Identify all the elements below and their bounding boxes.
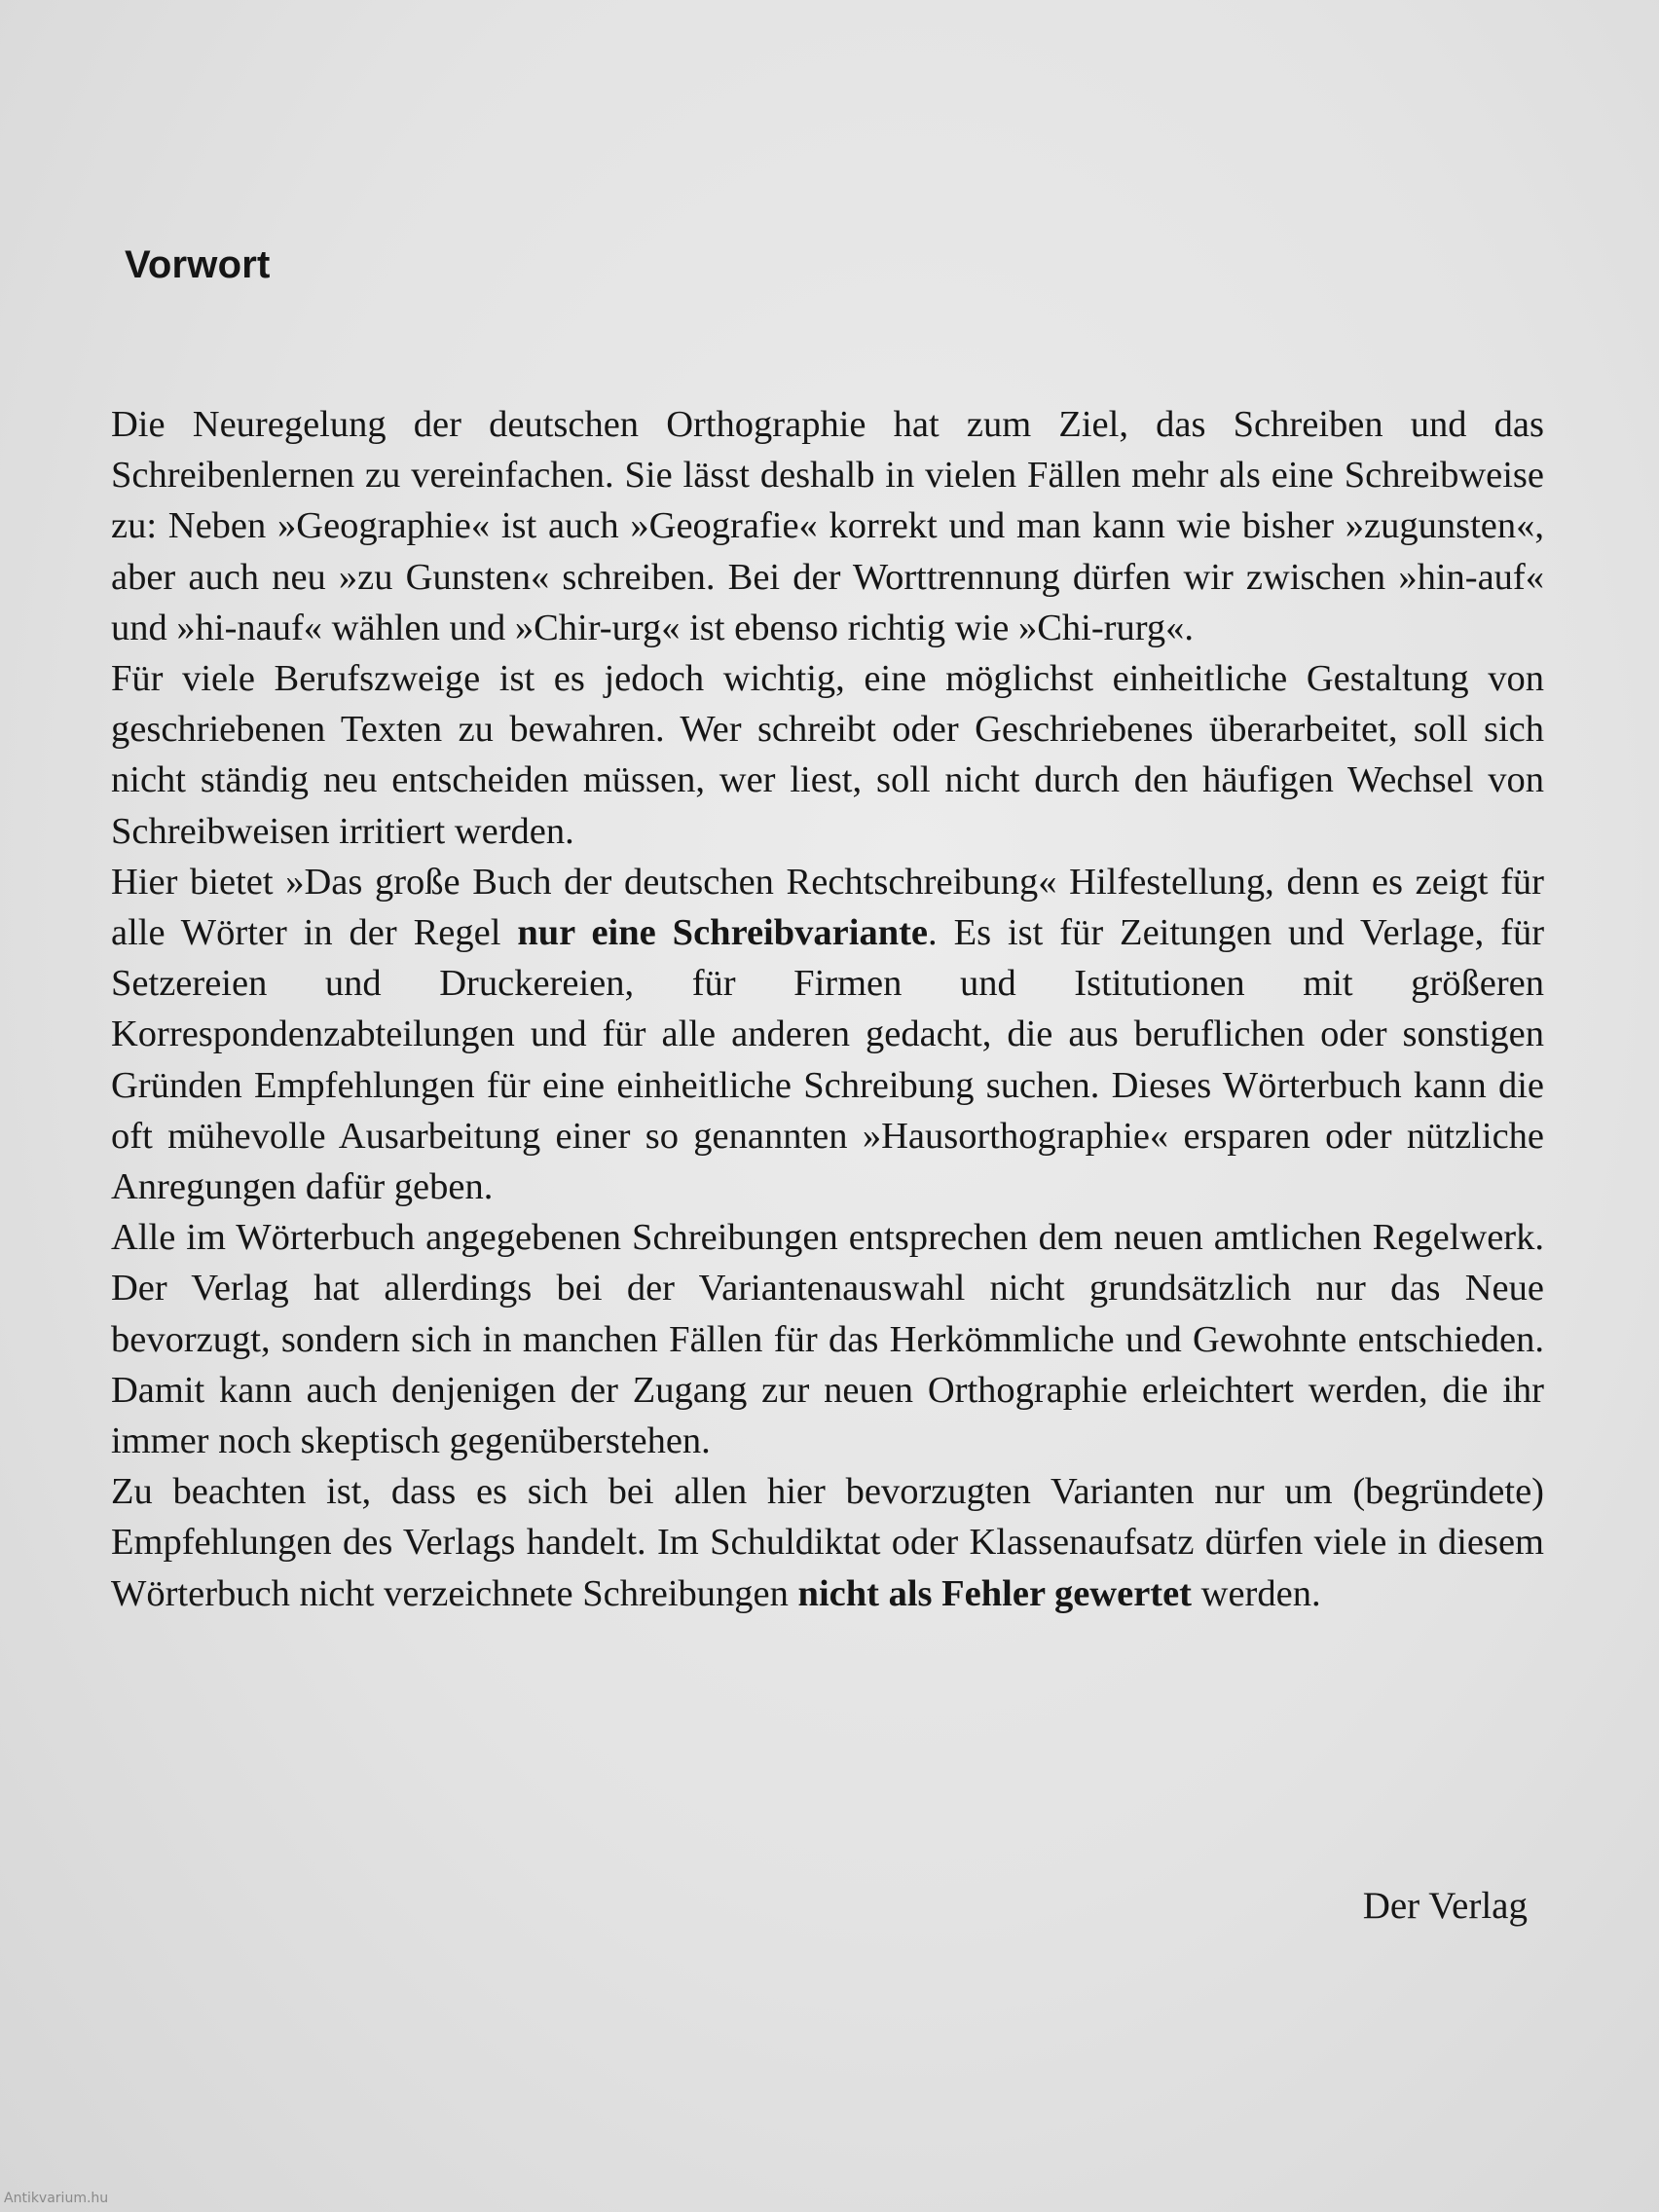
paragraph <box>111 1212 1544 1466</box>
paragraph <box>111 399 1544 653</box>
paragraph-text: werden. <box>1192 1572 1321 1614</box>
emphasis-text: nur eine Schreibvariante <box>517 912 929 954</box>
body-text <box>111 399 1544 1619</box>
paragraph-text: Die Neuregelung der deutschen Orthographie hat zum Ziel, das Schreiben und das Schreibenlernen zu vereinfachen. Sie lässt deshalb in vielen Fällen mehr als eine Schreibweise zu: Neben »Geographie« ist auch »Geografie« korrekt und man kann wie bisher »zugunsten«, aber auch neu »zu Gunsten« schreiben. Bei der Worttrennung dürfen wir zwischen »hin-auf« und »hi-nauf« wählen und »Chir-urg« ist ebenso richtig wie »Chi-rurg«. <box>111 404 1544 648</box>
paragraph <box>111 653 1544 857</box>
paragraph-text: Alle im Wörterbuch angegebenen Schreibungen entsprechen dem neuen amtlichen Regelwerk. Der Verlag hat allerdings bei der Variantenauswahl nicht grundsätzlich nur das Neue bevorzugt, sondern sich in manchen Fällen für das Herkömmliche und Gewohnte entschieden. Damit kann auch denjenigen der Zugang zur neuen Orthographie erleichtert werden, die ihr immer noch skeptisch gegenüberstehen. <box>111 1217 1544 1462</box>
watermark: Antikvarium.hu <box>4 2191 109 2206</box>
page-title: Vorwort <box>125 243 271 286</box>
paragraph-text: . Es ist für Zeitungen und Verlage, für Setzereien und Druckereien, für Firmen und Istitutionen mit größeren Korrespondenzabteilungen und für alle anderen gedacht, die aus beruflichen oder sonstigen Gründen Empfehlungen für eine einheitliche Schreibung suchen. Dieses Wörterbuch kann die oft mühevolle Ausarbeitung einer so genannten »Hausorthographie« ersparen oder nützliche Anregungen dafür geben. <box>111 912 1545 1208</box>
paragraph <box>111 1466 1544 1619</box>
paragraph <box>111 857 1544 1212</box>
paragraph-text: Für viele Berufszweige ist es jedoch wichtig, eine möglichst einheitliche Gestaltung von geschriebenen Texten zu bewahren. Wer schreibt oder Geschriebenes überarbeitet, soll sich nicht ständig neu entscheiden müssen, wer liest, soll nicht durch den häufigen Wechsel von Schreibweisen irritiert werden. <box>111 658 1544 852</box>
paragraph-text: Hier bietet »Das große Buch der deutschen Rechtschreibung« Hilfestellung, denn es zeigt für alle Wörter in der Regel <box>111 861 1544 954</box>
signature: Der Verlag <box>1362 1885 1528 1927</box>
paragraph-text: Zu beachten ist, dass es sich bei allen hier bevorzugten Varianten nur um (begründete) Empfehlungen des Verlags handelt. Im Schuldiktat oder Klassenaufsatz dürfen viele in diesem Wörterbuch nicht verzeichnete Schreibungen <box>111 1471 1544 1614</box>
emphasis-text: nicht als Fehler gewertet <box>797 1572 1193 1614</box>
